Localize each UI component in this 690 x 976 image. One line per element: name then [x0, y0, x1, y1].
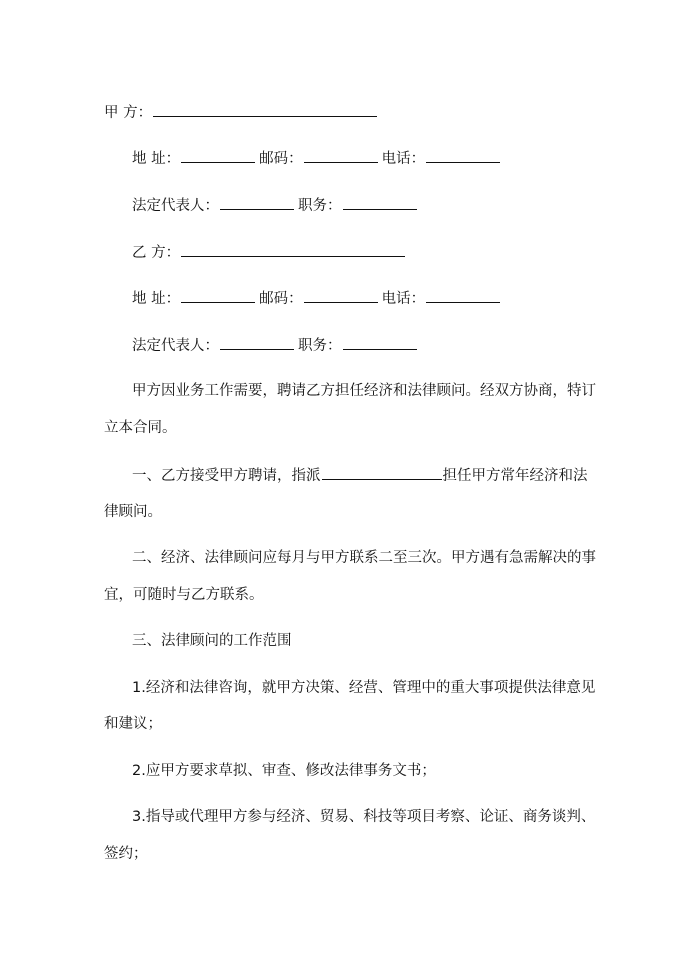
party-a-postcode-label: 邮码： — [259, 151, 303, 167]
party-b-postcode-label: 邮码： — [259, 291, 303, 307]
clause-1-line-2: 律顾问。 — [104, 504, 162, 520]
party-b-position-label: 职务： — [298, 338, 342, 354]
clause-1-part-2: 担任甲方常年经济和法 — [442, 468, 588, 484]
preamble-line-1: 甲方因业务工作需要，聘请乙方担任经济和法律顾问。经双方协商，特订 — [132, 383, 596, 399]
party-b-line — [132, 242, 406, 263]
clause-2-line-2: 宜，可随时与乙方联系。 — [104, 587, 264, 603]
party-a-rep-blank[interactable] — [220, 195, 294, 210]
clause-1-assignee-blank[interactable] — [322, 465, 442, 480]
party-b-address-label: 地 址： — [132, 291, 181, 307]
party-b-address-blank[interactable] — [181, 288, 255, 303]
party-a-position-label: 职务： — [298, 198, 342, 214]
clause-3-item-1-line-1: 1.经济和法律咨询，就甲方决策、经营、管理中的重大事项提供法律意见 — [132, 680, 596, 696]
party-a-label: 甲 方： — [104, 105, 153, 121]
party-a-address-blank[interactable] — [181, 148, 255, 163]
party-b-postcode-blank[interactable] — [304, 288, 378, 303]
party-a-name-blank[interactable] — [153, 102, 377, 117]
clause-2-line-1: 二、经济、法律顾问应每月与甲方联系二至三次。甲方遇有急需解决的事 — [132, 550, 596, 566]
party-b-phone-label: 电话： — [381, 291, 426, 307]
party-a-line — [104, 102, 378, 123]
clause-3-item-3-line-1: 3.指导或代理甲方参与经济、贸易、科技等项目考察、论证、商务谈判、 — [132, 809, 596, 825]
party-b-position-blank[interactable] — [343, 335, 417, 350]
party-b-rep-line — [132, 335, 418, 356]
party-b-contact-line — [132, 288, 501, 309]
party-a-phone-blank[interactable] — [426, 148, 500, 163]
clause-3-heading: 三、法律顾问的工作范围 — [132, 633, 292, 649]
clause-3-item-2: 2.应甲方要求草拟、审查、修改法律事务文书； — [132, 763, 436, 779]
party-b-label: 乙 方： — [132, 245, 181, 261]
party-b-phone-blank[interactable] — [426, 288, 500, 303]
party-a-postcode-blank[interactable] — [304, 148, 378, 163]
party-b-rep-blank[interactable] — [220, 335, 294, 350]
party-a-position-blank[interactable] — [343, 195, 417, 210]
party-b-name-blank[interactable] — [181, 242, 405, 257]
party-a-address-label: 地 址： — [132, 151, 181, 167]
clause-1-part-1: 一、乙方接受甲方聘请，指派 — [132, 468, 321, 484]
clause-3-item-3-line-2: 签约； — [104, 846, 148, 862]
clause-1-line-1 — [132, 465, 588, 486]
party-a-contact-line — [132, 148, 501, 169]
party-a-rep-label: 法定代表人： — [132, 198, 219, 214]
party-a-phone-label: 电话： — [381, 151, 426, 167]
party-a-rep-line — [132, 195, 418, 216]
party-b-rep-label: 法定代表人： — [132, 338, 219, 354]
clause-3-item-1-line-2: 和建议； — [104, 716, 162, 732]
preamble-line-2: 立本合同。 — [104, 420, 177, 436]
